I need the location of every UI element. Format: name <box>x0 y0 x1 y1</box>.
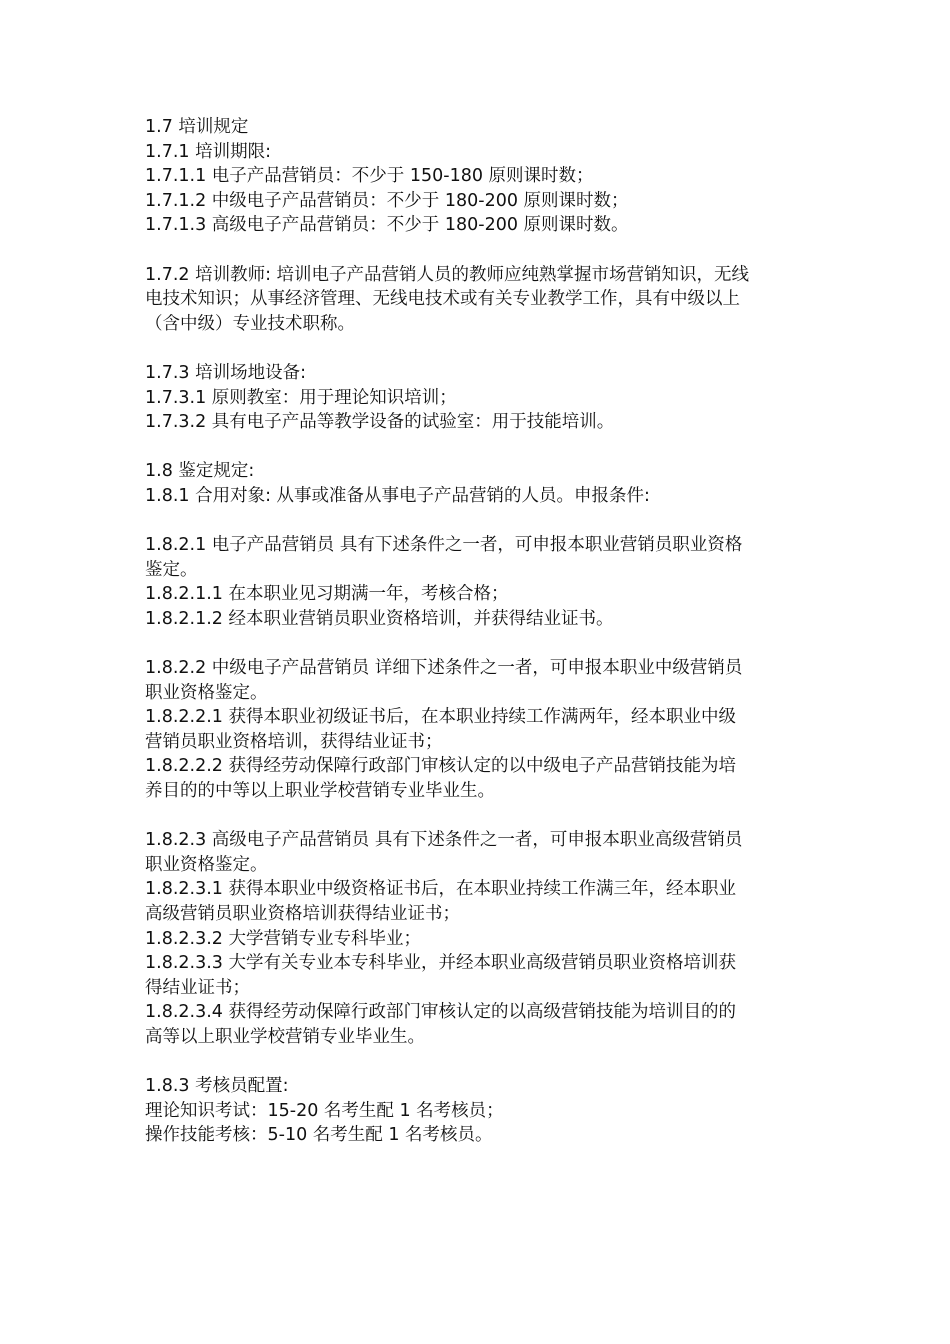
text-line: 1.8.1 合用对象: 从事或准备从事电子产品营销的人员。申报条件: <box>145 485 650 506</box>
text-line: 1.8.2.2 中级电子产品营销员 详细下述条件之一者，可申报本职业中级营销员 <box>145 658 743 679</box>
text-line: 电技术知识；从事经济管理、无线电技术或有关专业教学工作，具有中级以上 <box>145 289 740 310</box>
text-line: 1.8.2.3.3 大学有关专业本专科毕业，并经本职业高级营销员职业资格培训获 <box>145 953 736 974</box>
text-line: 职业资格鉴定。 <box>145 854 268 875</box>
text-line: 得结业证书； <box>145 977 250 998</box>
paragraph-gap <box>145 1050 805 1075</box>
text-line: 职业资格鉴定。 <box>145 682 268 703</box>
text-line: 1.7.1.3 高级电子产品营销员：不少于 180-200 原则课时数。 <box>145 215 629 236</box>
text-line: 1.8 鉴定规定: <box>145 461 255 482</box>
text-line: 1.8.2.3 高级电子产品营销员 具有下述条件之一者，可申报本职业高级营销员 <box>145 830 743 851</box>
text-line: 1.7.1.2 中级电子产品营销员：不少于 180-200 原则课时数； <box>145 190 629 211</box>
text-line: 1.8.2.1.1 在本职业见习期满一年，考核合格； <box>145 584 509 605</box>
text-line: 1.7 培训规定 <box>145 117 249 137</box>
text-line: 1.7.2 培训教师: 培训电子产品营销人员的教师应纯熟掌握市场营销知识，无线 <box>145 264 750 285</box>
text-line: 鉴定。 <box>145 559 198 580</box>
text-line: 养目的的中等以上职业学校营销专业毕业生。 <box>145 781 495 802</box>
text-line: 1.7.3.2 具有电子产品等教学设备的试验室：用于技能培训。 <box>145 412 615 433</box>
paragraph-gap <box>145 435 805 460</box>
text-line: 理论知识考试：15-20 名考生配 1 名考核员； <box>145 1100 504 1121</box>
text-line: 1.7.3.1 原则教室：用于理论知识培训； <box>145 387 457 408</box>
text-line: 1.8.2.1 电子产品营销员 具有下述条件之一者，可申报本职业营销员职业资格 <box>145 535 743 556</box>
paragraph-gap <box>145 631 805 656</box>
text-line: 1.8.2.2.1 获得本职业初级证书后，在本职业持续工作满两年，经本职业中级 <box>145 707 736 728</box>
paragraph-gap <box>145 238 805 263</box>
text-line: 1.7.3 培训场地设备: <box>145 362 306 383</box>
text-line: 营销员职业资格培训，获得结业证书； <box>145 731 443 752</box>
paragraph-gap <box>145 509 805 534</box>
text-line: 操作技能考核：5-10 名考生配 1 名考核员。 <box>145 1125 493 1146</box>
text-line: 高级营销员职业资格培训获得结业证书； <box>145 904 460 924</box>
paragraph-gap <box>145 336 805 361</box>
text-line: 1.7.1.1 电子产品营销员：不少于 150-180 原则课时数； <box>145 166 594 187</box>
text-line: 高等以上职业学校营销专业毕业生。 <box>145 1026 425 1047</box>
text-line: 1.8.2.3.2 大学营销专业专科毕业； <box>145 928 421 949</box>
text-line: 1.7.1 培训期限: <box>145 141 271 162</box>
text-line: 1.8.2.1.2 经本职业营销员职业资格培训，并获得结业证书。 <box>145 608 614 629</box>
document-page <box>145 115 805 1148</box>
text-line: 1.8.2.3.4 获得经劳动保障行政部门审核认定的以高级营销技能为培训目的的 <box>145 1002 736 1023</box>
text-line: 1.8.2.2.2 获得经劳动保障行政部门审核认定的以中级电子产品营销技能为培 <box>145 756 736 777</box>
paragraph-gap <box>145 804 805 829</box>
text-line: （含中级）专业技术职称。 <box>145 313 355 334</box>
text-line: 1.8.2.3.1 获得本职业中级资格证书后，在本职业持续工作满三年，经本职业 <box>145 879 736 900</box>
text-line: 1.8.3 考核员配置: <box>145 1076 289 1097</box>
